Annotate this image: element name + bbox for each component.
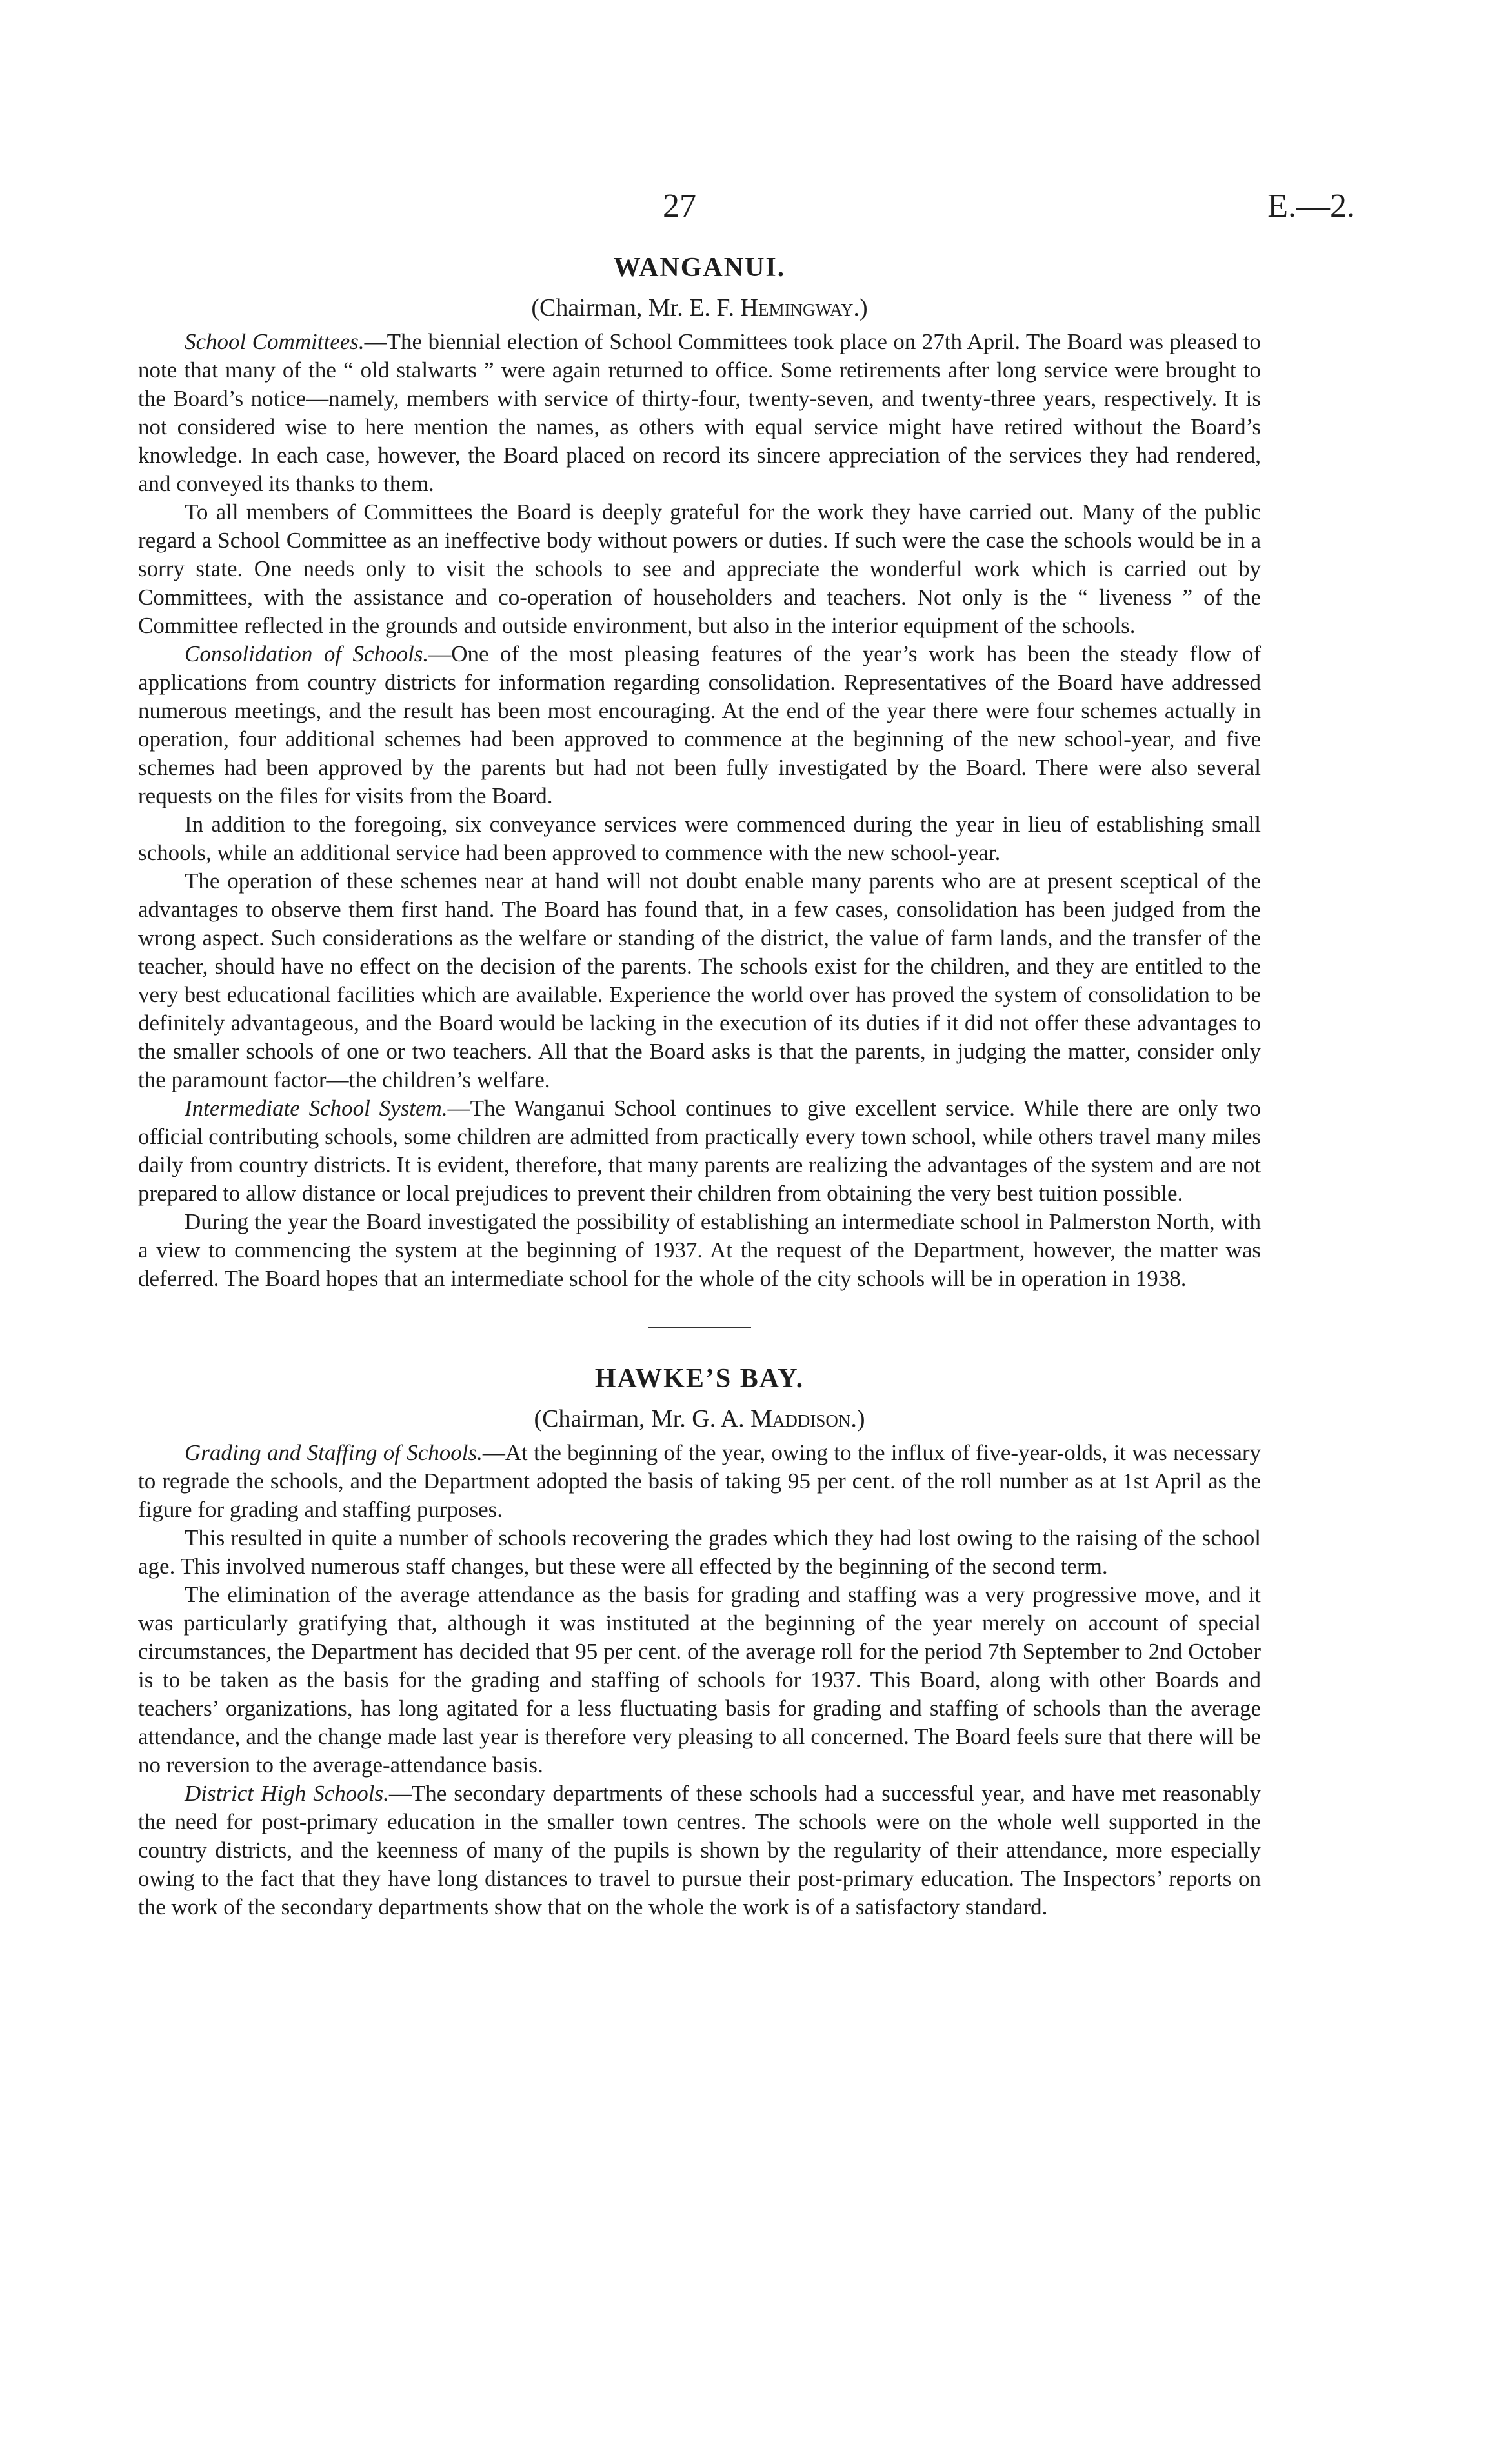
chairman-name: Maddison: [750, 1405, 851, 1432]
paragraph-text: —One of the most pleasing features of the year’s work has been the steady flow of applications from country districts for information regarding consolidation. Representatives of the Board have addressed numerous meetings, and the result has been most encouraging. At the end of the year there were four schemes actually in operation, four additional schemes had been approved to commence at the beginning of the new school-year, and five schemes had been approved by the parents but had not been fully investigated by the Board. There were also several requests on the files for visits from the Board.: [138, 641, 1261, 808]
paragraph-text: The elimination of the average attendance as the basis for grading and staffing was a very progressive move, and it was particularly gratifying that, although it was instituted at the beginning of the year merely on account of special circumstances, the Department has decided that 95 per cent. of the average roll for the period 7th September to 2nd October is to be taken as the basis for the grading and staffing of schools for 1937. This Board, along with other Boards and teachers’ organizations, has long agitated for a less fluctuating basis for grading and staffing of schools than the average attendance, and the change made last year is therefore very pleasing to all concerned. The Board feels sure that there will be no reversion to the average-attendance basis.: [138, 1582, 1261, 1778]
chairman-prefix: (Chairman, Mr. E. F.: [531, 294, 741, 321]
paragraph-text: In addition to the foregoing, six conveyance services were commenced during the year in lieu of establishing small schools, while an additional service had been approved to commence with the new school-year.: [138, 812, 1261, 865]
section-title: WANGANUI.: [613, 253, 786, 283]
paragraph-lead: School Committees.: [185, 329, 365, 354]
paragraph: [138, 498, 1261, 640]
paragraph-text: During the year the Board investigated the possibility of establishing an intermediate school in Palmerston North, with a view to commencing the system at the beginning of 1937. At the request of the Department, however, the matter was deferred. The Board hopes that an intermediate school for the whole of the city schools will be in operation in 1938.: [138, 1209, 1261, 1291]
paragraph-lead: District High Schools.: [185, 1781, 389, 1806]
section-hawkes-bay: [138, 1359, 1261, 1921]
paragraph: [138, 1208, 1261, 1293]
paragraph-text: —The biennial election of School Committees took place on 27th April. The Board was pleased to note that many of the “ old stalwarts ” were again returned to office. Some retirements after long service were brought to the Board’s notice—namely, members with service of thirty-four, twenty-seven, and twenty-three years, respectively. It is not considered wise to here mention the names, as others with equal service might have retired without the Board’s knowledge. In each case, however, the Board placed on record its sincere appreciation of the services they had rendered, and conveyed its thanks to them.: [138, 329, 1261, 496]
chairman-prefix: (Chairman, Mr. G. A.: [534, 1405, 751, 1432]
page-content: [138, 248, 1261, 1921]
section-wanganui: [138, 248, 1261, 1293]
chairman-suffix: .): [853, 294, 868, 321]
paragraph: [138, 810, 1261, 867]
paragraph-text: —The secondary departments of these schools had a successful year, and have met reasonably the need for post-primary education in the smaller town centres. The schools were on the whole well supported in the country districts, and the keenness of many of the pupils is shown by the regularity of their attendance, more especially owing to the fact that they have long distances to travel to pursue their post-primary education. The Inspectors’ reports on the work of the secondary departments show that on the whole the work is of a satisfactory standard.: [138, 1781, 1261, 1919]
paragraph-text: To all members of Committees the Board is deeply grateful for the work they have carried out. Many of the public regard a School Committee as an ineffective body without powers or duties. If such were the case the schools would be in a sorry state. One needs only to visit the schools to see and appreciate the wonderful work which is carried out by Committees, with the assistance and co-operation of householders and teachers. Not only is the “ liveness ” of the Committee reflected in the grounds and outside environment, but also in the interior equipment of the schools.: [138, 499, 1261, 638]
document-reference: E.—2.: [1267, 188, 1355, 225]
paragraph: [138, 328, 1261, 498]
paragraph-lead: Consolidation of Schools.: [185, 641, 429, 666]
paragraph: [138, 1439, 1261, 1524]
paragraph-text: This resulted in quite a number of schools recovering the grades which they had lost owing to the raising of the school age. This involved numerous staff changes, but these were all effected by the beginning of the second term.: [138, 1525, 1261, 1579]
paragraph: [138, 1779, 1261, 1921]
paragraph-lead: Intermediate School System.: [185, 1096, 448, 1121]
paragraph-lead: Grading and Staffing of Schools.: [185, 1440, 483, 1465]
page-number: 27: [663, 188, 696, 225]
paragraph: [138, 1094, 1261, 1208]
section-chairman: [138, 288, 1261, 328]
section-title: HAWKE’S BAY.: [594, 1364, 805, 1394]
chairman-name: Hemingway: [740, 294, 854, 321]
paragraph-text: —At the beginning of the year, owing to the influx of five-year-olds, it was necessary to regrade the schools, and the Department adopted the basis of taking 95 per cent. of the roll number as at 1st April as the figure for grading and staffing purposes.: [138, 1440, 1262, 1522]
paragraph-text: —The Wanganui School continues to give excellent service. While there are only two official contributing schools, some children are admitted from practically every town school, while others travel many miles daily from country districts. It is evident, therefore, that many parents are realizing the advantages of the system and are not prepared to allow distance or local prejudices to prevent their children from obtaining the very best tuition possible.: [138, 1096, 1262, 1206]
paragraph: [138, 1581, 1261, 1779]
section-chairman: [138, 1399, 1261, 1439]
paragraph-text: The operation of these schemes near at hand will not doubt enable many parents who are at present sceptical of the advantages to observe them first hand. The Board has found that, in a few cases, consolidation has been judged from the wrong aspect. Such considerations as the welfare or standing of the district, the value of farm lands, and the transfer of the teacher, should have no effect on the decision of the parents. The schools exist for the children, and they are entitled to the very best educational facilities which are available. Experience the world over has proved the system of consolidation to be definitely advantageous, and the Board would be lacking in the execution of its duties if it did not offer these advantages to the smaller schools of one or two teachers. All that the Board asks is that the parents, in judging the matter, consider only the paramount factor—the children’s welfare.: [138, 868, 1261, 1092]
paragraph: [138, 640, 1261, 810]
paragraph: [138, 867, 1261, 1094]
paragraph: [138, 1524, 1261, 1581]
chairman-suffix: .): [850, 1405, 865, 1432]
section-divider: [648, 1327, 751, 1328]
